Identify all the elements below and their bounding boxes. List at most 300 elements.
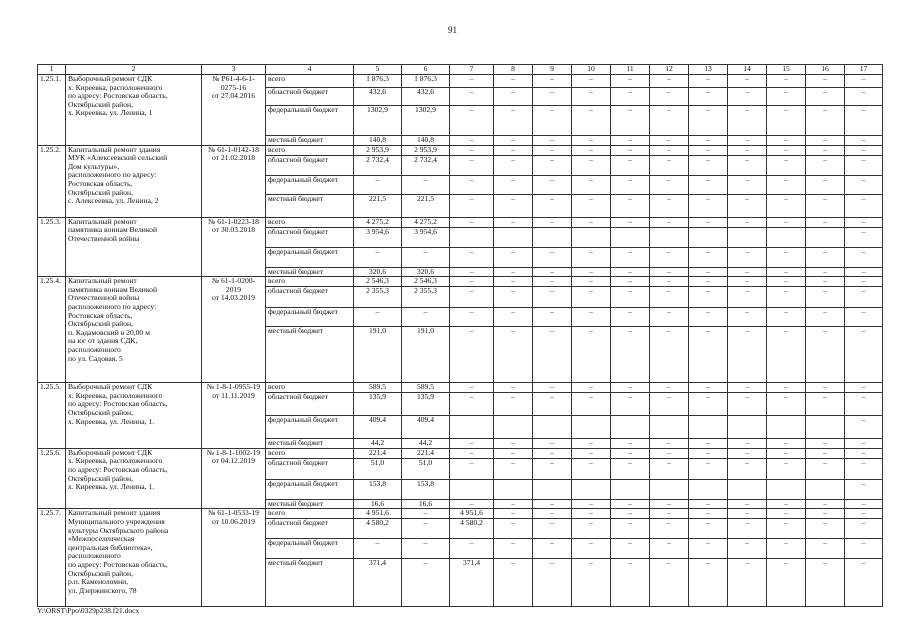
year-value: – (728, 393, 767, 416)
table-row (38, 75, 883, 88)
year-value: – (533, 439, 572, 449)
year-value: – (533, 277, 572, 287)
year-value: – (650, 327, 689, 383)
year-value: – (845, 277, 883, 287)
year-value: – (450, 308, 494, 327)
year-value: – (728, 155, 767, 175)
funding-source: федеральный бюджет (266, 308, 354, 327)
year-value: – (494, 287, 533, 308)
year-value: – (650, 383, 689, 393)
year-value (450, 227, 494, 247)
column-number: 8 (494, 65, 533, 75)
year-value: – (650, 448, 689, 458)
year-value: – (845, 75, 883, 88)
year-value: – (806, 383, 845, 393)
year-value (728, 416, 767, 439)
year-value (689, 227, 728, 247)
year-value: – (572, 308, 611, 327)
item-name: Капитальный ремонт памятника воинам Великой Отечественной войны расположенного по адресу: Ростовская область, Октябрьский район, п. Кадамовский в 20,00 м на юг от здания СДК, расположенного по ул. Садовая, 5 (66, 277, 202, 383)
table-row (38, 509, 883, 519)
year-value (689, 479, 728, 499)
year-value: – (402, 519, 450, 539)
year-value: – (611, 155, 650, 175)
funding-source: всего (266, 277, 354, 287)
year-value: – (845, 499, 883, 509)
year-value: – (689, 327, 728, 383)
year-value: – (806, 194, 845, 217)
funding-source: областной бюджет (266, 155, 354, 175)
year-value (806, 227, 845, 247)
year-value: – (494, 106, 533, 136)
funding-source: федеральный бюджет (266, 416, 354, 439)
year-value: – (572, 136, 611, 146)
year-value: – (845, 519, 883, 539)
year-value: 4 580,2 (450, 519, 494, 539)
year-value: – (650, 287, 689, 308)
year-value: – (572, 267, 611, 277)
year-value: – (611, 539, 650, 559)
year-value: – (450, 383, 494, 393)
year-value: 2 546,3 (402, 277, 450, 287)
funding-source: всего (266, 448, 354, 458)
year-value: – (611, 559, 650, 607)
year-value: – (767, 458, 806, 479)
year-value: – (533, 175, 572, 194)
funding-source: федеральный бюджет (266, 479, 354, 499)
year-value (450, 479, 494, 499)
year-value: – (533, 155, 572, 175)
year-value: – (767, 75, 806, 88)
year-value: 432,6 (402, 88, 450, 106)
year-value (728, 479, 767, 499)
year-value: – (806, 136, 845, 146)
year-value: 221,4 (402, 448, 450, 458)
year-value: 371,4 (450, 559, 494, 607)
item-number: 1.25.5. (38, 383, 66, 449)
year-value: – (806, 448, 845, 458)
year-value: – (494, 539, 533, 559)
year-value: – (650, 75, 689, 88)
funding-source: федеральный бюджет (266, 539, 354, 559)
year-value: – (533, 88, 572, 106)
year-value: – (611, 175, 650, 194)
year-value (767, 227, 806, 247)
year-value: – (728, 287, 767, 308)
year-value: – (728, 88, 767, 106)
year-value: – (494, 559, 533, 607)
year-value (611, 227, 650, 247)
year-value: – (806, 458, 845, 479)
year-value: – (806, 145, 845, 155)
column-number: 9 (533, 65, 572, 75)
funding-source: местный бюджет (266, 559, 354, 607)
item-document: № 61-1-0223-18 от 30.03.2018 (202, 217, 266, 277)
year-value: – (402, 175, 450, 194)
year-value: – (611, 88, 650, 106)
funding-source: местный бюджет (266, 136, 354, 146)
year-value: – (806, 88, 845, 106)
year-value: – (611, 509, 650, 519)
year-value: – (806, 539, 845, 559)
year-value: 4 275,2 (402, 217, 450, 227)
table-row (38, 448, 883, 458)
year-value: – (689, 308, 728, 327)
item-number: 1.25.3. (38, 217, 66, 277)
year-value: – (494, 439, 533, 449)
year-value: – (806, 287, 845, 308)
year-value: – (572, 175, 611, 194)
year-value: – (533, 217, 572, 227)
column-number: 1 (38, 65, 66, 75)
year-value (767, 416, 806, 439)
total-value: 320,6 (354, 267, 402, 277)
year-value: – (572, 393, 611, 416)
year-value: – (806, 217, 845, 227)
year-value: – (572, 519, 611, 539)
year-value: – (845, 393, 883, 416)
total-value: 2 355,3 (354, 287, 402, 308)
year-value: – (494, 88, 533, 106)
year-value: 1 876,3 (402, 75, 450, 88)
total-value: 1 876,3 (354, 75, 402, 88)
year-value: – (533, 499, 572, 509)
year-value: – (572, 277, 611, 287)
column-number: 17 (845, 65, 883, 75)
year-value: – (611, 308, 650, 327)
year-value: – (689, 145, 728, 155)
year-value: – (650, 247, 689, 267)
total-value: 2 546,3 (354, 277, 402, 287)
year-value: – (845, 287, 883, 308)
column-number: 11 (611, 65, 650, 75)
funding-source: федеральный бюджет (266, 175, 354, 194)
year-value: – (767, 175, 806, 194)
year-value: – (728, 267, 767, 277)
item-number: 1.25.1. (38, 75, 66, 146)
year-value: – (689, 383, 728, 393)
year-value: – (494, 194, 533, 217)
year-value: – (572, 287, 611, 308)
year-value: 4 951,6 (450, 509, 494, 519)
year-value: – (728, 509, 767, 519)
year-value: – (767, 393, 806, 416)
year-value: – (806, 519, 845, 539)
funding-source: федеральный бюджет (266, 247, 354, 267)
year-value (650, 227, 689, 247)
year-value (689, 416, 728, 439)
year-value (572, 416, 611, 439)
year-value: – (650, 106, 689, 136)
year-value: – (650, 145, 689, 155)
page-number: 91 (448, 25, 457, 35)
year-value: – (845, 509, 883, 519)
year-value: – (572, 106, 611, 136)
year-value: – (572, 327, 611, 383)
year-value: – (450, 155, 494, 175)
year-value: – (494, 393, 533, 416)
year-value: – (689, 439, 728, 449)
year-value: – (689, 519, 728, 539)
year-value: – (650, 499, 689, 509)
table-row (38, 383, 883, 393)
year-value: – (767, 509, 806, 519)
column-number: 3 (202, 65, 266, 75)
year-value: – (533, 247, 572, 267)
item-document: № 61-1-0200- 2019 от 14.03.2019 (202, 277, 266, 383)
year-value: – (650, 458, 689, 479)
year-value: – (611, 217, 650, 227)
year-value: – (494, 383, 533, 393)
total-value: 432,6 (354, 88, 402, 106)
year-value: – (806, 393, 845, 416)
column-number: 2 (66, 65, 202, 75)
year-value: – (845, 88, 883, 106)
funding-source: местный бюджет (266, 267, 354, 277)
year-value: – (650, 277, 689, 287)
year-value: – (689, 247, 728, 267)
year-value: – (572, 247, 611, 267)
year-value: – (806, 308, 845, 327)
year-value: – (494, 217, 533, 227)
year-value: – (806, 277, 845, 287)
year-value: – (689, 194, 728, 217)
total-value: 589,5 (354, 383, 402, 393)
funding-source: всего (266, 383, 354, 393)
year-value (533, 416, 572, 439)
year-value: – (845, 416, 883, 439)
year-value: – (533, 145, 572, 155)
year-value: – (806, 175, 845, 194)
year-value: – (806, 439, 845, 449)
year-value: – (767, 559, 806, 607)
year-value: – (611, 448, 650, 458)
year-value: – (689, 539, 728, 559)
year-value: – (728, 194, 767, 217)
year-value: – (650, 136, 689, 146)
year-value: – (611, 194, 650, 217)
total-value: – (354, 175, 402, 194)
year-value: – (611, 277, 650, 287)
column-number: 10 (572, 65, 611, 75)
year-value: – (845, 327, 883, 383)
total-value: 2 953,9 (354, 145, 402, 155)
column-number: 16 (806, 65, 845, 75)
year-value (611, 416, 650, 439)
year-value: – (494, 277, 533, 287)
year-value (450, 416, 494, 439)
year-value: – (806, 499, 845, 509)
column-number: 12 (650, 65, 689, 75)
year-value: – (728, 75, 767, 88)
year-value: – (611, 327, 650, 383)
year-value: – (728, 559, 767, 607)
year-value: – (845, 267, 883, 277)
year-value: – (806, 106, 845, 136)
year-value: – (689, 106, 728, 136)
year-value: – (650, 393, 689, 416)
year-value: 2 953,9 (402, 145, 450, 155)
column-number: 7 (450, 65, 494, 75)
year-value: – (494, 499, 533, 509)
year-value: – (845, 175, 883, 194)
year-value: 1302,9 (402, 106, 450, 136)
year-value: – (845, 308, 883, 327)
year-value: – (494, 519, 533, 539)
item-document: № 61-1-0142-18 от 21.02.2018 (202, 145, 266, 217)
year-value: – (728, 448, 767, 458)
year-value: – (767, 539, 806, 559)
year-value: – (650, 88, 689, 106)
year-value: – (494, 145, 533, 155)
funding-source: всего (266, 75, 354, 88)
year-value: – (494, 458, 533, 479)
table-row (38, 145, 883, 155)
year-value: – (650, 539, 689, 559)
year-value: – (728, 308, 767, 327)
year-value: – (650, 509, 689, 519)
year-value: – (533, 106, 572, 136)
year-value (533, 227, 572, 247)
year-value: – (611, 499, 650, 509)
total-value: 135,9 (354, 393, 402, 416)
year-value: – (494, 175, 533, 194)
year-value: – (533, 327, 572, 383)
year-value: – (806, 155, 845, 175)
year-value: – (494, 308, 533, 327)
year-value: – (728, 327, 767, 383)
year-value: – (494, 509, 533, 519)
year-value: – (572, 194, 611, 217)
column-number: 5 (354, 65, 402, 75)
year-value: – (767, 327, 806, 383)
year-value: 44,2 (402, 439, 450, 449)
year-value: – (494, 327, 533, 383)
year-value: – (845, 247, 883, 267)
table-row (38, 277, 883, 287)
year-value (728, 227, 767, 247)
year-value: – (611, 267, 650, 277)
year-value: – (533, 393, 572, 416)
year-value: 409,4 (402, 416, 450, 439)
year-value: – (689, 217, 728, 227)
year-value: – (650, 559, 689, 607)
column-number: 15 (767, 65, 806, 75)
year-value: – (689, 175, 728, 194)
year-value: – (450, 539, 494, 559)
year-value (767, 479, 806, 499)
year-value: – (402, 559, 450, 607)
total-value: 2 732,4 (354, 155, 402, 175)
year-value: – (572, 458, 611, 479)
year-value: – (845, 559, 883, 607)
year-value: – (572, 155, 611, 175)
year-value: – (845, 227, 883, 247)
year-value: – (450, 136, 494, 146)
total-value: 371,4 (354, 559, 402, 607)
year-value: – (572, 439, 611, 449)
year-value: – (845, 217, 883, 227)
year-value: – (767, 155, 806, 175)
year-value: – (450, 145, 494, 155)
year-value: – (494, 247, 533, 267)
year-value: 51,0 (402, 458, 450, 479)
year-value (572, 227, 611, 247)
year-value: – (650, 439, 689, 449)
total-value: 221,5 (354, 194, 402, 217)
year-value: – (767, 136, 806, 146)
year-value: – (402, 247, 450, 267)
year-value: – (650, 217, 689, 227)
year-value: 221,5 (402, 194, 450, 217)
year-value: – (611, 75, 650, 88)
year-value: – (689, 287, 728, 308)
funding-source: местный бюджет (266, 439, 354, 449)
item-document: № 1-8-1-1002-19 от 04.12.2019 (202, 448, 266, 509)
year-value: – (728, 458, 767, 479)
total-value: 153,8 (354, 479, 402, 499)
year-value: – (689, 75, 728, 88)
year-value: – (450, 75, 494, 88)
year-value (806, 416, 845, 439)
year-value: – (767, 106, 806, 136)
year-value: – (494, 75, 533, 88)
year-value: – (767, 247, 806, 267)
year-value: – (450, 393, 494, 416)
year-value: – (728, 277, 767, 287)
funding-source: областной бюджет (266, 458, 354, 479)
year-value: – (450, 175, 494, 194)
year-value: – (650, 308, 689, 327)
item-document: № 61-1-0533-19 от 10.06.2019 (202, 509, 266, 607)
year-value: – (728, 145, 767, 155)
year-value: – (845, 145, 883, 155)
funding-source: областной бюджет (266, 88, 354, 106)
year-value: – (689, 277, 728, 287)
year-value: – (728, 106, 767, 136)
year-value: – (533, 519, 572, 539)
year-value: – (767, 448, 806, 458)
year-value: – (689, 393, 728, 416)
year-value: – (689, 458, 728, 479)
year-value: – (611, 439, 650, 449)
year-value: – (572, 88, 611, 106)
year-value: – (494, 448, 533, 458)
year-value: – (533, 267, 572, 277)
item-document: № 1-8-1-0955-19 от 11.11.2019 (202, 383, 266, 449)
item-name: Капитальный ремонт здания МУК «Алексеевский сельский Дом культуры», расположенного по адресу: Ростовская область, Октябрьский район, с. Алексеевка, ул. Ленина, 2 (66, 145, 202, 217)
year-value: – (806, 327, 845, 383)
year-value: – (728, 539, 767, 559)
funding-source: местный бюджет (266, 327, 354, 383)
year-value: – (728, 383, 767, 393)
total-value: 140,8 (354, 136, 402, 146)
year-value: – (689, 499, 728, 509)
total-value: 221,4 (354, 448, 402, 458)
year-value: – (450, 448, 494, 458)
year-value: – (572, 75, 611, 88)
budget-table (37, 64, 883, 607)
year-value: – (845, 155, 883, 175)
year-value: 320,6 (402, 267, 450, 277)
year-value: – (767, 287, 806, 308)
year-value: – (806, 75, 845, 88)
year-value: – (728, 217, 767, 227)
year-value (494, 479, 533, 499)
total-value: 51,0 (354, 458, 402, 479)
funding-source: областной бюджет (266, 393, 354, 416)
year-value: – (767, 499, 806, 509)
year-value: – (728, 519, 767, 539)
